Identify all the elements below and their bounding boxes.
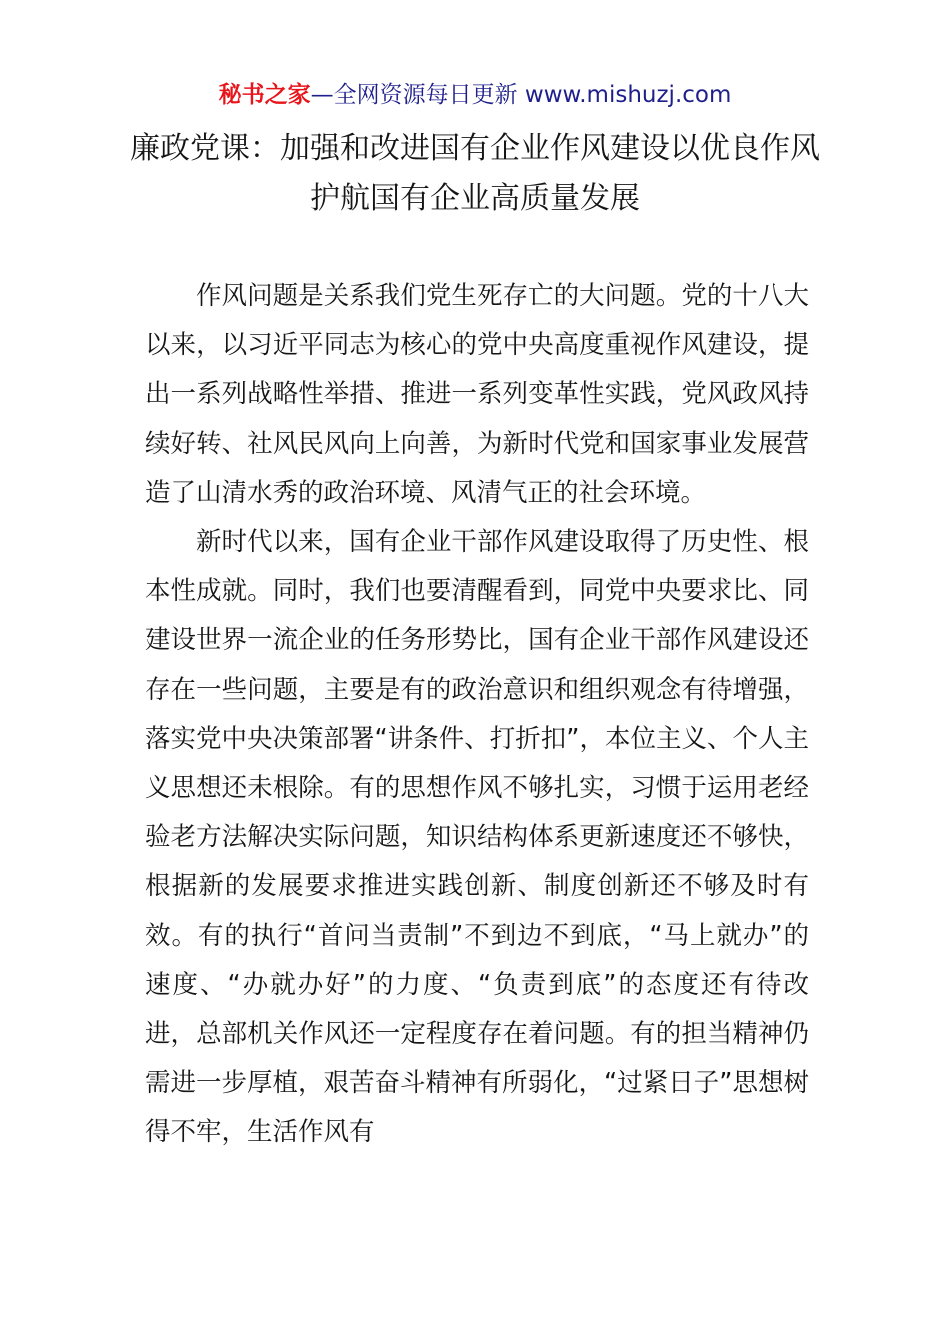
site-tagline: —全网资源每日更新: [310, 82, 518, 108]
site-brand: 秘书之家: [218, 82, 311, 108]
document-title: 廉政党课：加强和改进国有企业作风建设以优良作风护航国有企业高质量发展: [130, 131, 820, 216]
paragraph-1: 作风问题是关系我们党生死存亡的大问题。党的十八大以来，以习近平同志为核心的党中央高度重视作风建设，提出一系列战略性举措、推进一系列变革性实践，党风政风持续好转、社风民风向上向善，为新时代党和国家事业发展营造了山清水秀的政治环境、风清气正的社会环境。: [145, 281, 809, 508]
paragraph-2: 新时代以来，国有企业干部作风建设取得了历史性、根本性成就。同时，我们也要清醒看到，同党中央要求比、同建设世界一流企业的任务形势比，国有企业干部作风建设还存在一些问题，主要是有的政治意识和组织观念有待增强，落实党中央决策部署“讲条件、打折扣”，本位主义、个人主义思想还未根除。有的思想作风不够扎实，习惯于运用老经验老方法解决实际问题，知识结构体系更新速度还不够快，根据新的发展要求推进实践创新、制度创新还不够及时有效。有的执行“首问当责制”不到边不到底，“马上就办”的速度、“办就办好”的力度、“负责到底”的态度还有待改进，总部机关作风还一定程度存在着问题。有的担当精神仍需进一步厚植，艰苦奋斗精神有所弱化，“过紧日子”思想树得不牢，生活作风有: [145, 527, 809, 1148]
site-url-link[interactable]: www.mishuzj.com: [524, 82, 732, 108]
document-body: [145, 272, 809, 1158]
site-header: [0, 78, 950, 112]
